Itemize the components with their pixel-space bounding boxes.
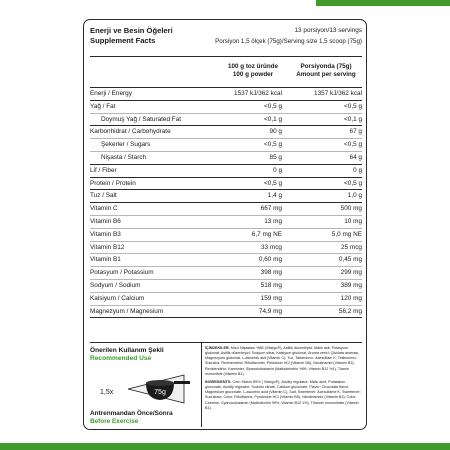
value-per-100g: 518 mg bbox=[260, 281, 282, 289]
usage-title-tr: Önerilen Kullanım Şekli bbox=[90, 347, 164, 354]
value-per-100g: 0 g bbox=[273, 166, 282, 174]
servings-count: 13 porsiyon/13 servings bbox=[294, 27, 362, 34]
table-row bbox=[90, 101, 362, 114]
value-per-100g: <0,5 g bbox=[264, 102, 282, 110]
per100-line2: 100 g powder bbox=[232, 71, 274, 78]
value-per-100g: <0,5 g bbox=[264, 179, 282, 187]
value-per-100g: 90 g bbox=[269, 128, 282, 136]
table-row bbox=[90, 190, 362, 203]
table-row bbox=[90, 152, 362, 165]
value-per-serving: 500 mg bbox=[340, 205, 362, 213]
title-tr: Enerji ve Besin Öğeleri bbox=[90, 26, 173, 35]
table-row bbox=[90, 242, 362, 255]
nutrient-name: Vitamin B1 bbox=[90, 256, 121, 264]
bottom-accent-green bbox=[0, 443, 450, 450]
table-row bbox=[90, 114, 362, 127]
title-en: Supplement Facts bbox=[90, 36, 156, 45]
value-per-serving: 299 mg bbox=[340, 269, 362, 277]
facts-header bbox=[90, 26, 362, 46]
value-per-serving: <0,1 g bbox=[344, 115, 362, 123]
table-row bbox=[90, 165, 362, 178]
value-per-serving: 0,45 mg bbox=[338, 256, 362, 264]
value-per-serving: 1357 kJ/362 kcal bbox=[314, 90, 362, 97]
table-row bbox=[90, 88, 362, 101]
nutrient-name: Enerji / Energy bbox=[90, 90, 132, 97]
value-per-serving: <0,5 g bbox=[344, 179, 362, 187]
table-row bbox=[90, 216, 362, 229]
value-per-serving: 120 mg bbox=[340, 294, 362, 302]
ingredients-en bbox=[205, 380, 361, 411]
nutrient-name: Karbonhidrat / Carbohydrate bbox=[90, 128, 171, 136]
value-per-serving: 25 mcg bbox=[341, 243, 362, 251]
value-per-100g: 85 g bbox=[269, 153, 282, 161]
ingredients-block bbox=[205, 346, 361, 411]
value-per-100g: <0,5 g bbox=[264, 141, 282, 149]
perserving-line1: Porsiyonda (75g) bbox=[300, 63, 352, 70]
value-per-100g: 74,9 mg bbox=[258, 307, 282, 315]
per100-header bbox=[218, 63, 288, 79]
table-row bbox=[90, 229, 362, 242]
value-per-serving: 1,0 g bbox=[347, 192, 362, 200]
ingredients-en-label: INGREDIENTS: bbox=[205, 379, 232, 384]
lower-section bbox=[90, 342, 362, 426]
scoop-amount: 1,5x bbox=[100, 389, 114, 396]
table-row bbox=[90, 139, 362, 152]
table-row bbox=[90, 254, 362, 267]
value-per-serving: 389 mg bbox=[340, 281, 362, 289]
ingredients-tr-text: Mısır Nişastası %85 (Vitargo®), Asitlik düzenleyici: Malik asit, Potasyum glukonat, Asitlik düzenleyici: Sodyum sitrat, Kalsiyum glukonat, Aroma verici: Çikolata aroması, Magnezyum glukonat, L-askorbik asit (Vitamin C), Tuz, Tatlandırıcı: Asesülfam K, Tatlandırıcı: Sukraloz, Renklendirici: Riboflavinler, Piridoksin HCl (Vitamin B6), Nicotinamid (Vitamin B3), Renklendirici: Karminler, Siyanokobalamin (Maltodekstrin %99, Vitamin B12 %1), Tiamin mononitrat (Vitamin B1). bbox=[205, 346, 360, 376]
nutrient-name: Vitamin B3 bbox=[90, 230, 121, 238]
value-per-serving: 56,2 mg bbox=[338, 307, 362, 315]
table-row bbox=[90, 293, 362, 306]
perserving-line2: Amount per serving bbox=[296, 71, 356, 78]
nutrient-name: Tuz / Salt bbox=[90, 192, 117, 200]
supplement-facts-panel bbox=[83, 19, 367, 430]
timing-tr: Antrenmandan Önce/Sonra bbox=[90, 410, 173, 417]
nutrient-name: Lif / Fiber bbox=[90, 166, 117, 174]
value-per-100g: 13 mg bbox=[264, 217, 282, 225]
value-per-serving: <0,5 g bbox=[344, 102, 362, 110]
scoop-label: 75g bbox=[154, 389, 166, 396]
nutrient-table bbox=[90, 88, 362, 318]
recommended-use bbox=[90, 347, 200, 425]
value-per-100g: 667 mg bbox=[260, 205, 282, 213]
table-row bbox=[90, 306, 362, 319]
table-row bbox=[90, 280, 362, 293]
value-per-serving: 0 g bbox=[353, 166, 362, 174]
serving-size: Porsiyon 1,5 ölçek (75g)/Serving size 1,5 scoop (75g) bbox=[215, 38, 362, 45]
nutrient-name: Vitamin B6 bbox=[90, 217, 121, 225]
ingredients-en-text: Corn Starch 85% ( Vitargo®), Acidity regulator: Malic acid, Potassium gluconate, Acidity regulator: Sodium citrate, Calcium gluconate, Flavor: Chocolate flavor, Magnesium gluconate, L-ascorbic acid (Vitamin C), Salt, Sweetener: Acesulfame K, Sweetener: Sucralose, Color: Riboflavins, Pyridoxine HCl (Vitamin B6), Nicotinamide (Vitamin B3), Color: Carmine, Cyanocobalamin (Maltodextrin 99%, Vitamin B12 1%), Thiamin mononitrate (Vitamin B1). bbox=[205, 379, 361, 410]
top-accent-bar bbox=[0, 0, 450, 6]
usage-title-en: Recommended Use bbox=[90, 355, 152, 362]
scoop-icon bbox=[124, 369, 192, 409]
section-divider bbox=[201, 343, 202, 427]
ingredients-tr bbox=[205, 346, 361, 377]
nutrient-name: Potasyum / Potassium bbox=[90, 269, 154, 277]
nutrient-name: Protein / Protein bbox=[90, 179, 136, 187]
nutrient-name: Vitamin B12 bbox=[90, 243, 125, 251]
nutrient-name: Nişasta / Starch bbox=[101, 153, 147, 161]
table-row bbox=[90, 178, 362, 191]
nutrient-name: Yağ / Fat bbox=[90, 102, 116, 110]
value-per-100g: <0,1 g bbox=[264, 115, 282, 123]
value-per-serving: 67 g bbox=[349, 128, 362, 136]
value-per-100g: 0,60 mg bbox=[258, 256, 282, 264]
column-headers bbox=[90, 56, 362, 88]
nutrient-name: Vitamin C bbox=[90, 205, 118, 213]
value-per-serving: 5,0 mg NE bbox=[331, 230, 362, 238]
table-row bbox=[90, 126, 362, 139]
value-per-100g: 6,7 mg NE bbox=[251, 230, 282, 238]
ingredients-tr-label: İÇİNDEKİLER: bbox=[205, 346, 230, 350]
timing-en: Before Exercise bbox=[90, 418, 139, 425]
nutrient-name: Şekerler / Sugars bbox=[101, 141, 151, 149]
per100-line1: 100 g toz üründe bbox=[227, 63, 279, 70]
value-per-100g: 33 mcg bbox=[261, 243, 282, 251]
nutrient-name: Doymuş Yağ / Saturated Fat bbox=[101, 115, 182, 123]
value-per-100g: 159 mg bbox=[260, 294, 282, 302]
perserving-header bbox=[290, 63, 362, 79]
nutrient-name: Kalsiyum / Calcium bbox=[90, 294, 145, 302]
table-row bbox=[90, 267, 362, 280]
bottom-accent-bar bbox=[0, 443, 450, 450]
table-row bbox=[90, 203, 362, 216]
value-per-100g: 1537 kJ/362 kcal bbox=[234, 90, 282, 97]
value-per-100g: 398 mg bbox=[260, 269, 282, 277]
value-per-serving: 10 mg bbox=[344, 217, 362, 225]
value-per-100g: 1,4 g bbox=[267, 192, 282, 200]
nutrient-name: Magnezyum / Magnesium bbox=[90, 307, 164, 315]
nutrient-name: Sodyum / Sodium bbox=[90, 281, 141, 289]
value-per-serving: 64 g bbox=[349, 153, 362, 161]
top-accent-green bbox=[316, 0, 450, 6]
value-per-serving: <0,5 g bbox=[344, 141, 362, 149]
